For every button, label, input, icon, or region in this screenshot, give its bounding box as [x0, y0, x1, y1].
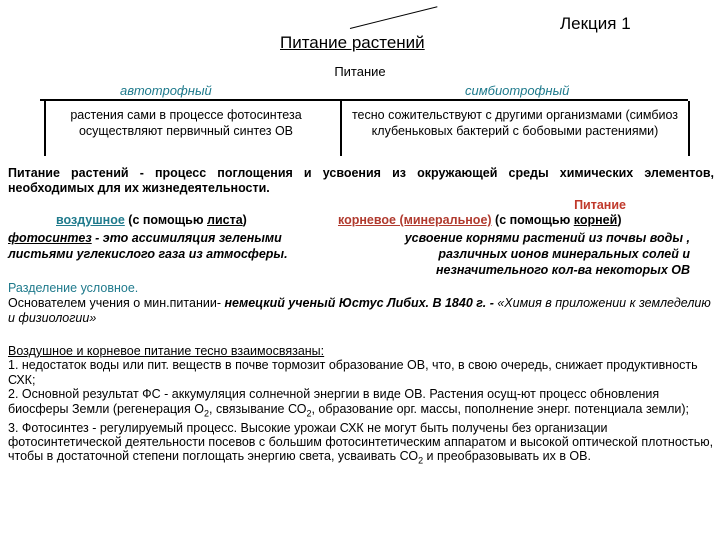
point-2-c: , образование орг. массы, пополнение энерг. потенциала земли); — [311, 401, 689, 416]
title-decoration-line — [350, 6, 438, 29]
interrelation-heading: Воздушное и корневое питание тесно взаимосвязаны: — [8, 344, 325, 358]
subscript-2: 2 — [306, 408, 312, 419]
root-nutrition-end: ) — [617, 213, 622, 227]
point-2-a: 2. Основной результат ФС - аккумуляция солнечной энергии в виде ОВ. Растения осущ-ют процесс обновления биосферы Земли (регенерация О — [8, 387, 660, 416]
definition-text: Питание растений - процесс поглощения и усвоения из окружающей среды химических элементов, необходимых для их жизнедеятельности. — [8, 166, 714, 195]
symbiotrophic-label: симбиотрофный — [465, 83, 570, 98]
point-3-a: 3. Фотосинтез - регулируемый процесс. Высокие урожаи СХК не могут быть получены без организации фотосинтетической деятельности посевов с большим фотосинтетическим аппаратом и высокой оптической плотностью, чтобы в достаточной степени поглощать энергию света, усваивать СО — [8, 420, 714, 464]
root-absorption-definition: усвоение корнями растений из почвы воды , различных ионов минеральных солей и незначительного кол-ва некоторых ОВ — [404, 231, 690, 277]
root-nutrition-term: корневое (минеральное) — [338, 213, 492, 227]
photosynthesis-rest: - это ассимиляция зелеными листьями углекислого газа из атмосферы. — [8, 231, 288, 261]
air-nutrition-organ: листа — [207, 213, 243, 227]
photosynthesis-term: фотосинтез — [8, 231, 92, 245]
point-2-b: , связывание СО — [209, 401, 307, 416]
root-nutrition-organ: корней — [573, 213, 618, 227]
point-3-b: и преобразовывать их в ОВ. — [423, 449, 591, 464]
air-nutrition-mid: (с помощью — [124, 213, 207, 227]
subscript-2: 2 — [418, 455, 424, 466]
air-nutrition — [56, 213, 247, 227]
symbiotrophic-description: тесно сожительствуют с другими организмами (симбиоз клубеньковых бактерий с бобовыми растениями) — [351, 108, 679, 138]
nutrition-subheading: Питание — [574, 198, 626, 212]
conditional-note: Разделение условное. — [8, 281, 139, 295]
air-nutrition-end: ) — [242, 213, 247, 227]
founder-book: «Химия в приложении к земледелию и физиологии» — [8, 296, 711, 325]
founder-pre: Основателем учения о мин.питании- — [8, 296, 225, 310]
root-nutrition — [338, 213, 621, 227]
autotrophic-label: автотрофный — [120, 83, 212, 98]
subscript-2: 2 — [204, 408, 210, 419]
point-3 — [8, 421, 714, 469]
founder-name: немецкий ученый Юстус Либих. В 1840 г. - — [224, 296, 498, 310]
air-nutrition-term: воздушное — [56, 213, 125, 227]
lecture-number: Лекция 1 — [560, 14, 631, 33]
autotrophic-box — [44, 101, 326, 156]
autotrophic-description: растения сами в процессе фотосинтеза осуществляют первичный синтез ОВ — [70, 108, 302, 138]
symbiotrophic-box — [340, 101, 690, 156]
interrelation-section — [8, 344, 714, 468]
founder-paragraph — [8, 296, 714, 326]
page-title: Питание растений — [280, 33, 425, 52]
point-1: 1. недостаток воды или пит. веществ в почве тормозит образование ОВ, что, в свою очередь, снижает продуктивность СХК; — [8, 358, 698, 387]
photosynthesis-definition — [8, 230, 326, 262]
point-2 — [8, 387, 714, 420]
nutrition-heading: Питание — [334, 64, 386, 79]
root-nutrition-mid: (с помощью — [491, 213, 574, 227]
